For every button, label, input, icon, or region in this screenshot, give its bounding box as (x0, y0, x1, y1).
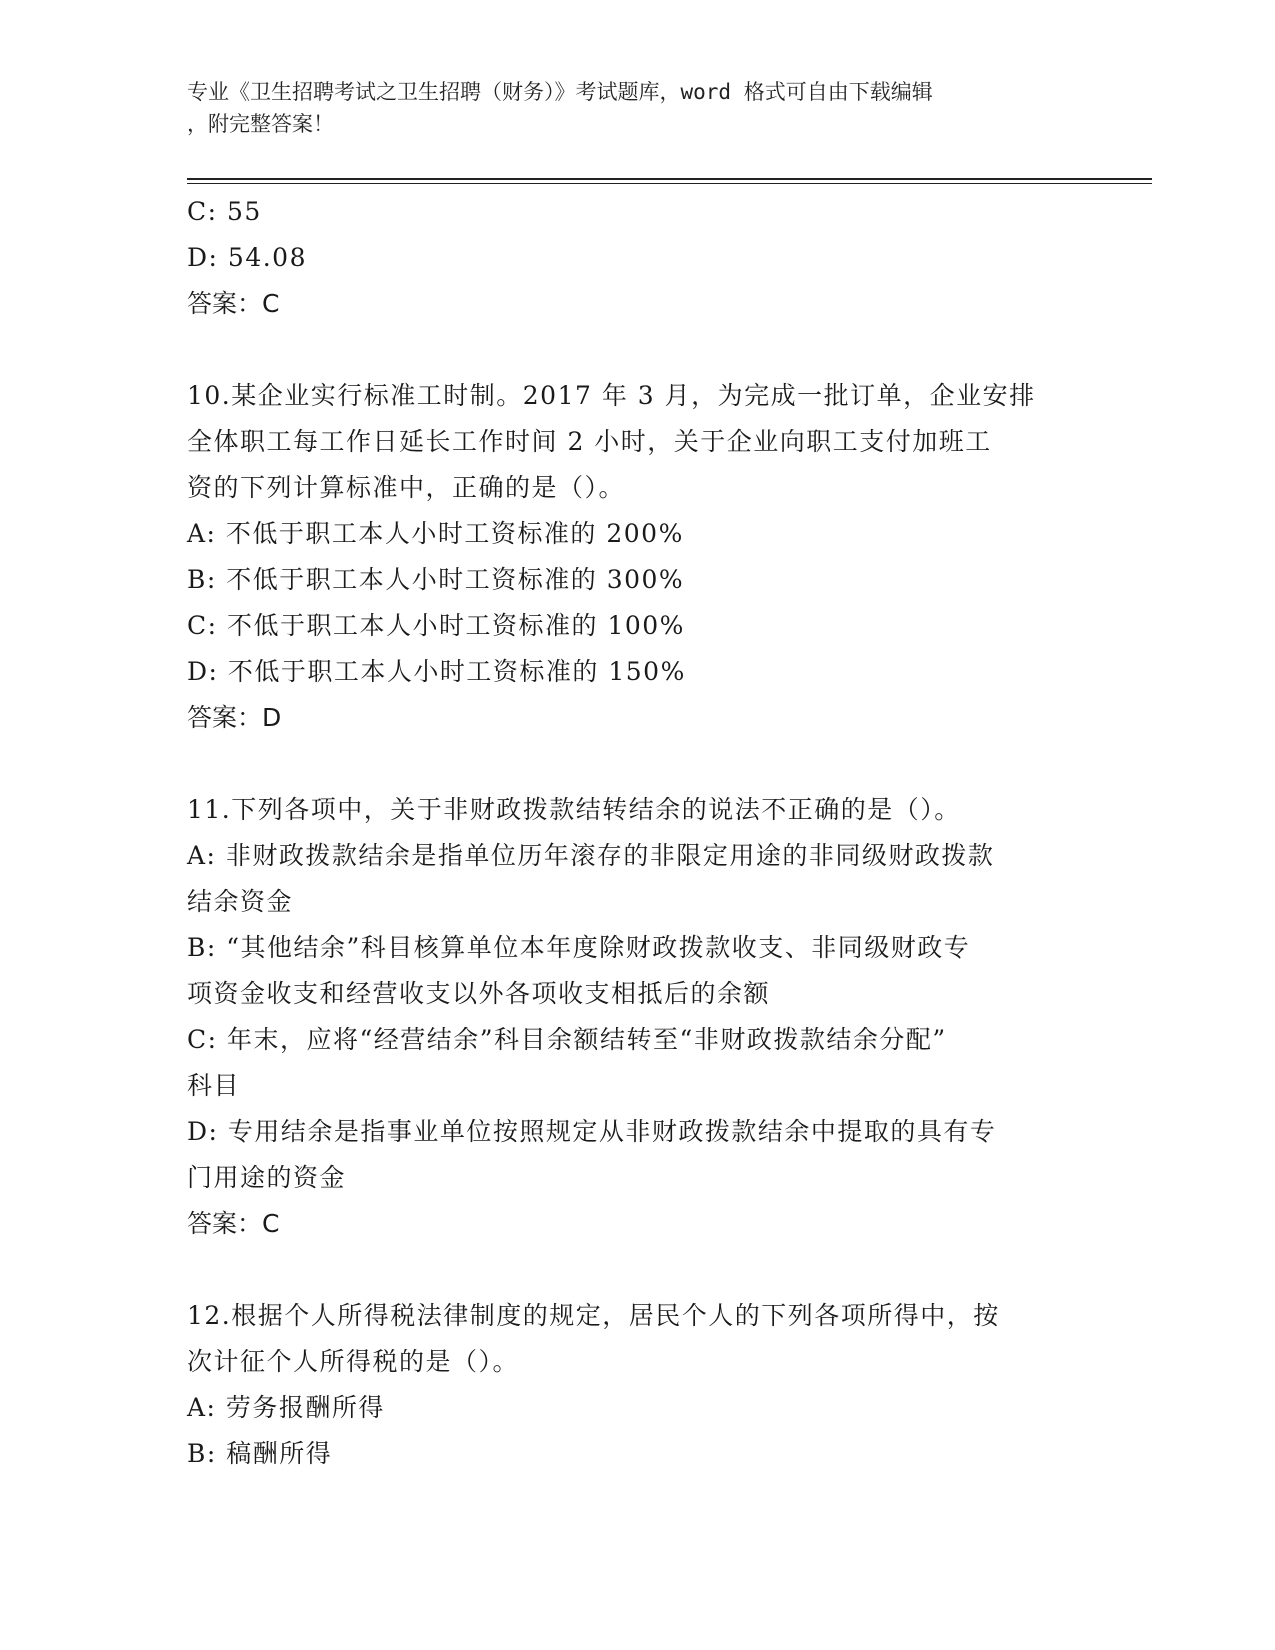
option-c-continued: 科目 (187, 1071, 241, 1100)
document-body (187, 189, 1077, 1477)
question-text: 11.下列各项中，关于非财政拨款结转结余的说法不正确的是（）。 (187, 795, 961, 824)
question-10 (187, 373, 1077, 741)
option-b: B: “其他结余”科目核算单位本年度除财政拨款收支、非同级财政专 (187, 933, 971, 962)
answer-line: 答案：D (187, 703, 282, 732)
option-a-continued: 结余资金 (187, 887, 294, 916)
answer-line: 答案：C (187, 289, 280, 318)
answer-line: 答案：C (187, 1209, 280, 1238)
question-text: 资的下列计算标准中，正确的是（）。 (187, 473, 626, 502)
option-a: A: 劳务报酬所得 (187, 1393, 385, 1422)
question-text: 12.根据个人所得税法律制度的规定，居民个人的下列各项所得中，按 (187, 1301, 1000, 1330)
header-rule-thick (187, 178, 1152, 180)
question-12 (187, 1293, 1077, 1477)
question-text: 次计征个人所得税的是（）。 (187, 1347, 520, 1376)
option-c: C: 55 (187, 197, 262, 226)
option-b: B: 不低于职工本人小时工资标准的 300% (187, 565, 685, 594)
option-c: C: 年末，应将“经营结余”科目余额结转至“非财政拨款结余分配” (187, 1025, 947, 1054)
option-c: C: 不低于职工本人小时工资标准的 100% (187, 611, 685, 640)
option-d: D: 不低于职工本人小时工资标准的 150% (187, 657, 686, 686)
spacer (187, 741, 1077, 787)
option-d: D: 54.08 (187, 243, 307, 272)
option-a: A: 非财政拨款结余是指单位历年滚存的非限定用途的非同级财政拨款 (187, 841, 995, 870)
option-a: A: 不低于职工本人小时工资标准的 200% (187, 519, 684, 548)
spacer (187, 327, 1077, 373)
question-11 (187, 787, 1077, 1247)
header-line-2: ，附完整答案！ (187, 112, 334, 136)
option-b: B: 稿酬所得 (187, 1439, 333, 1468)
header-line-1: 专业《卫生招聘考试之卫生招聘（财务）》考试题库，word 格式可自由下载编辑 (187, 80, 933, 104)
header-rule-thin (187, 183, 1152, 184)
spacer (187, 1247, 1077, 1293)
document-header (187, 76, 1087, 140)
question-text: 10.某企业实行标准工时制。2017 年 3 月，为完成一批订单，企业安排 (187, 381, 1036, 410)
question-text: 全体职工每工作日延长工作时间 2 小时，关于企业向职工支付加班工 (187, 427, 992, 456)
question-9-tail (187, 189, 1077, 327)
option-d: D: 专用结余是指事业单位按照规定从非财政拨款结余中提取的具有专 (187, 1117, 997, 1146)
option-d-continued: 门用途的资金 (187, 1163, 347, 1192)
option-b-continued: 项资金收支和经营收支以外各项收支相抵后的余额 (187, 979, 771, 1008)
